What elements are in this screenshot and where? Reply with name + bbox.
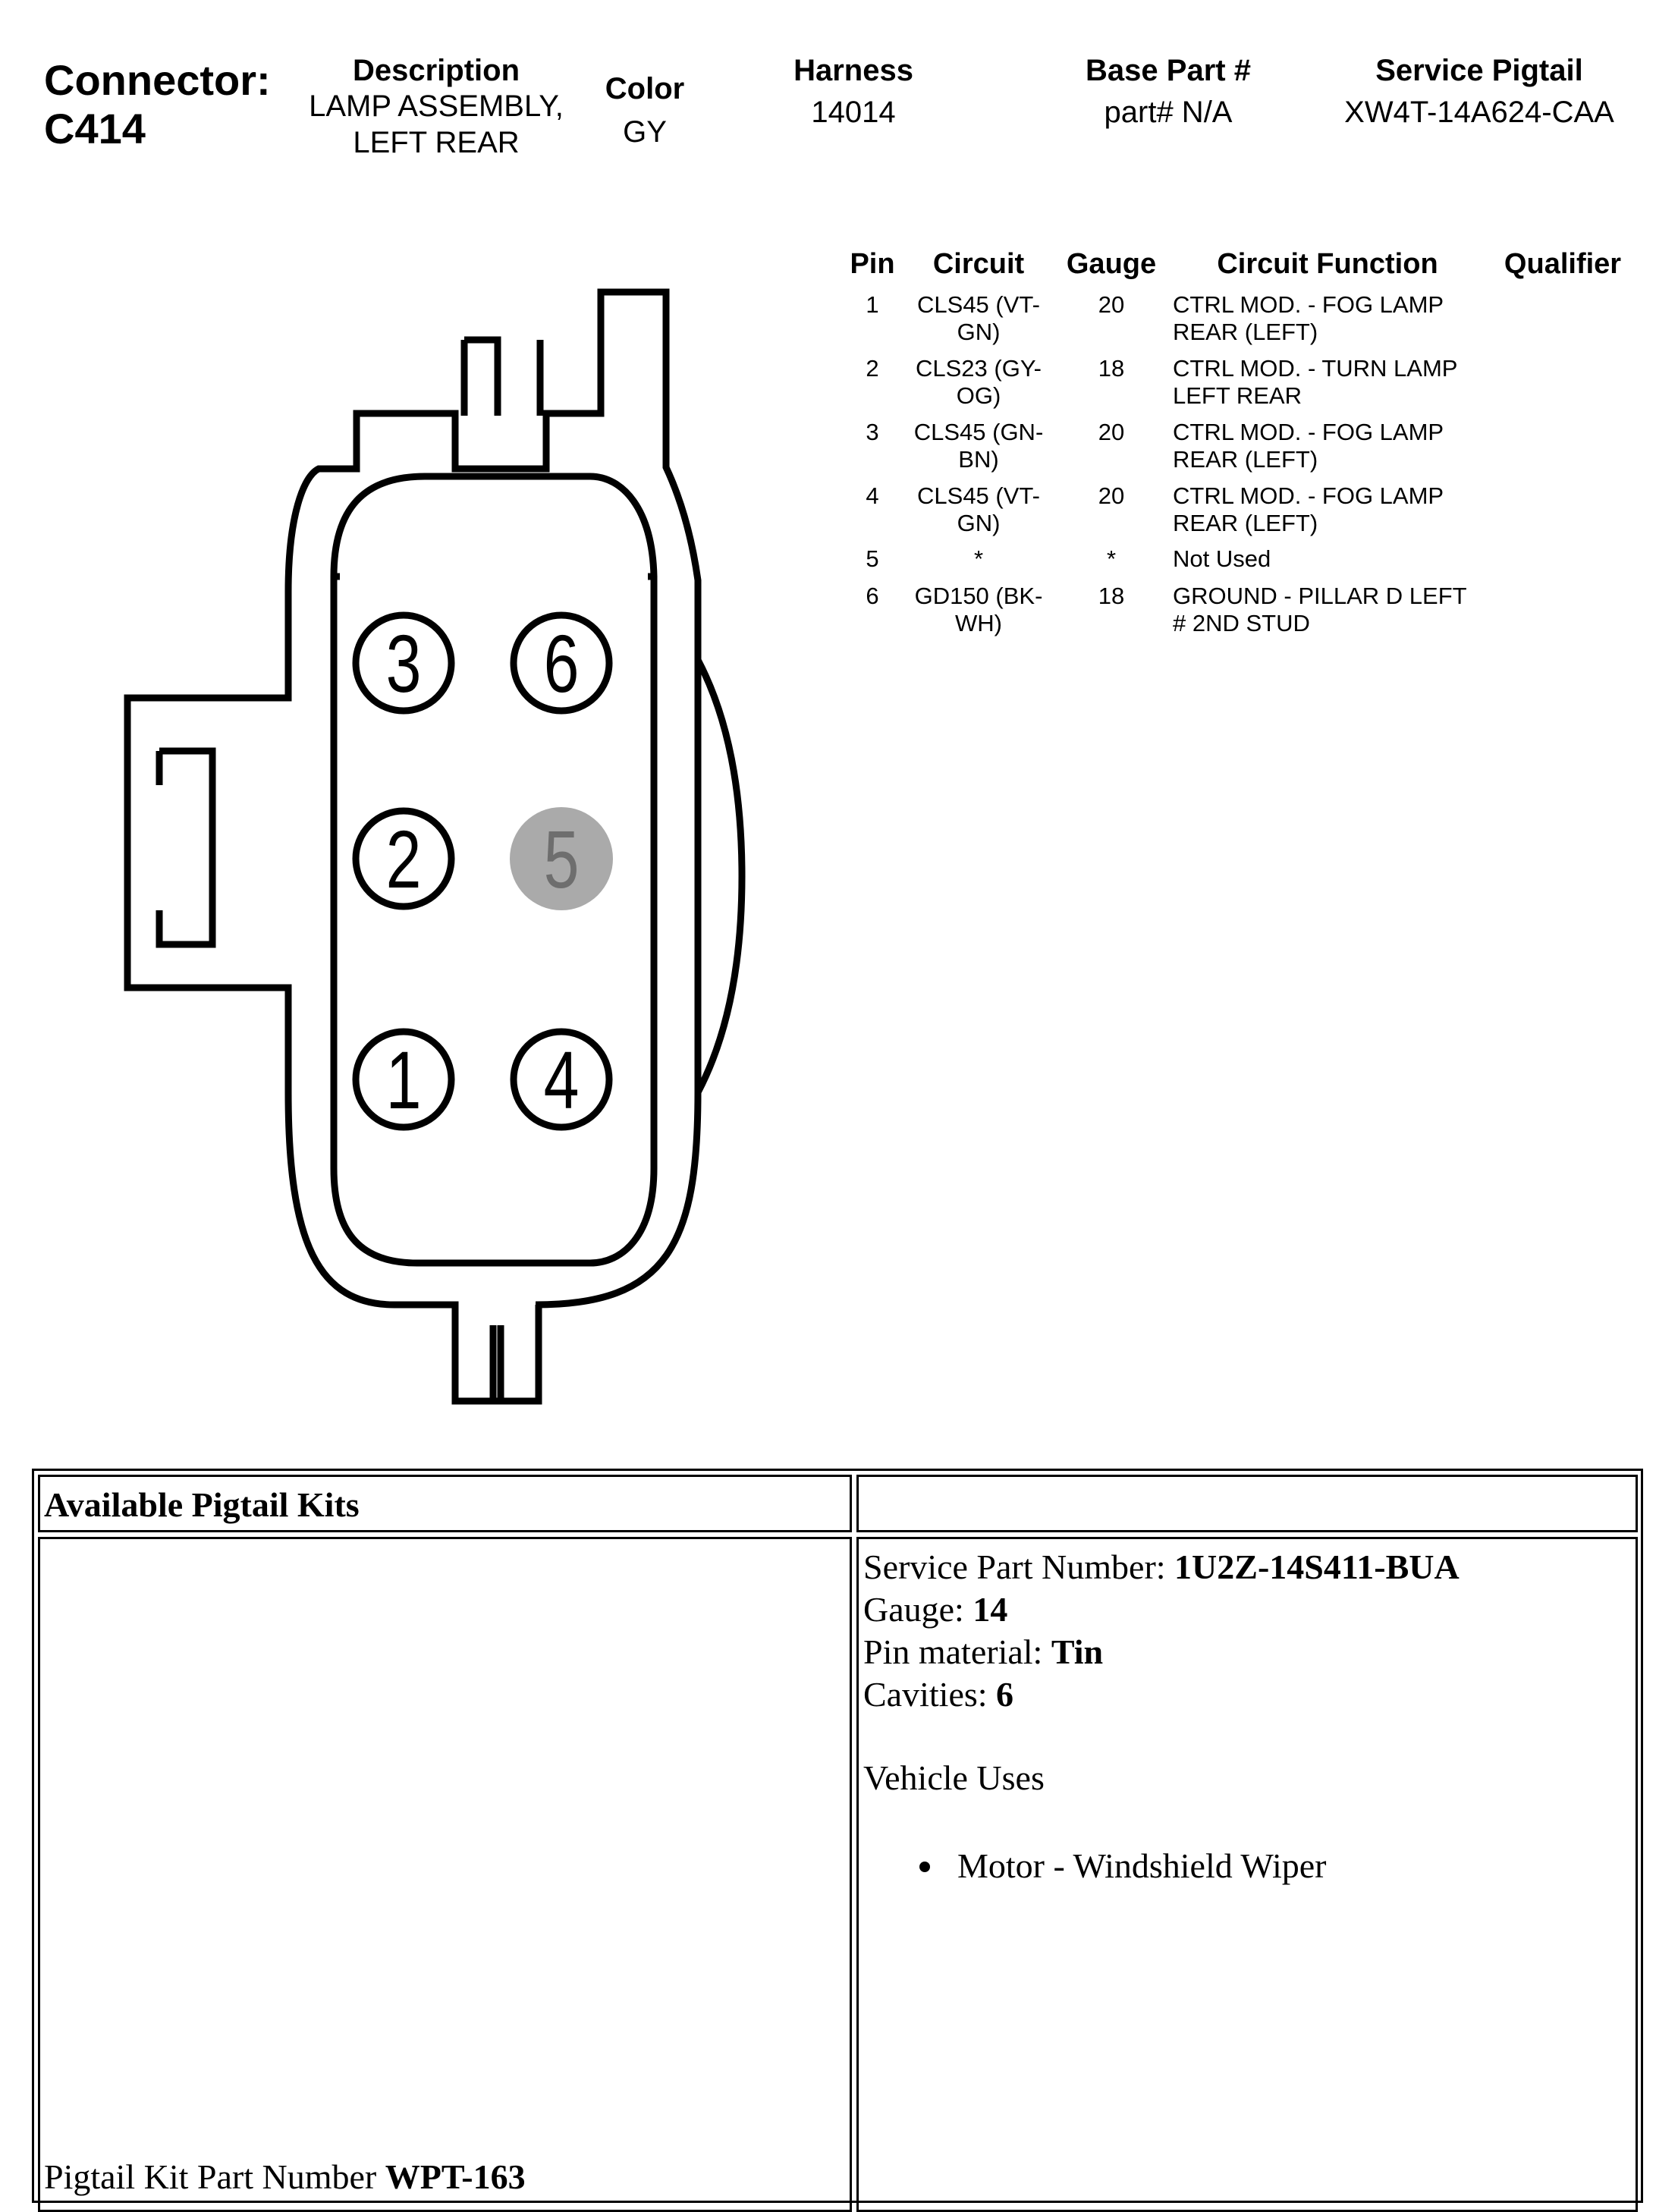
service-part-label: Service Part Number: — [863, 1547, 1175, 1586]
pin-header: Pin — [850, 248, 895, 280]
function-line2: LEFT REAR — [1173, 382, 1302, 409]
pin-number-label: 2 — [385, 812, 422, 906]
circuit-cell — [895, 482, 1062, 537]
pin-5 — [510, 807, 613, 910]
base-part-column — [1047, 53, 1290, 130]
function-line1: GROUND - PILLAR D LEFT — [1173, 583, 1467, 609]
service-pigtail-column — [1305, 53, 1654, 130]
gauge-cell: 18 — [1098, 355, 1125, 382]
pin-number-label: 6 — [543, 617, 580, 710]
connector-id: C414 — [44, 105, 146, 152]
service-part-value: 1U2Z-14S411-BUA — [1174, 1547, 1460, 1586]
function-line1: CTRL MOD. - FOG LAMP — [1173, 482, 1444, 509]
description-line2: LEFT REAR — [353, 126, 520, 159]
pin-3 — [356, 615, 451, 711]
kit-part-label: Pigtail Kit Part Number — [44, 2157, 385, 2196]
function-line2: REAR (LEFT) — [1173, 446, 1318, 473]
function-line1: CTRL MOD. - FOG LAMP — [1173, 291, 1444, 318]
function-cell — [1173, 419, 1491, 473]
vehicle-use-item: Motor - Windshield Wiper — [957, 1846, 1327, 1885]
function-cell — [1173, 583, 1491, 637]
cavities-value: 6 — [996, 1675, 1014, 1714]
function-cell — [1173, 291, 1491, 346]
circuit-header: Circuit — [932, 248, 1025, 280]
connector-label: Connector: — [44, 56, 271, 104]
pin-material-line — [863, 1631, 1103, 1673]
description-line1: LAMP ASSEMBLY, — [309, 90, 564, 123]
service-pigtail-value: XW4T-14A624-CAA — [1344, 96, 1614, 129]
circuit-line2: WH) — [955, 610, 1002, 636]
harness-column — [766, 53, 941, 130]
pin-number-label: 3 — [385, 617, 422, 710]
function-line2: REAR (LEFT) — [1173, 510, 1318, 536]
circuit-line1: CLS45 (GN- — [913, 419, 1044, 445]
pin-cell: 6 — [866, 583, 879, 609]
color-heading: Color — [605, 72, 685, 105]
circuit-cell — [895, 419, 1062, 473]
service-part-number-line — [863, 1546, 1460, 1588]
left-latch — [159, 751, 212, 944]
circuit-line2: GN) — [957, 319, 1001, 345]
gauge-line — [863, 1588, 1007, 1631]
bullet-icon — [919, 1862, 930, 1872]
pin-cell: 1 — [866, 291, 879, 318]
circuit-line2: BN) — [958, 446, 999, 473]
harness-value: 14014 — [811, 96, 896, 129]
vehicle-uses-heading: Vehicle Uses — [863, 1758, 1045, 1797]
gauge-label: Gauge: — [863, 1590, 973, 1629]
circuit-line1: CLS23 (GY- — [916, 355, 1042, 382]
gauge-cell: 18 — [1098, 583, 1125, 609]
pin-cell: 4 — [866, 482, 879, 509]
gauge-value: 14 — [973, 1590, 1008, 1629]
pin-cell: 5 — [866, 545, 879, 572]
circuit-line1: CLS45 (VT- — [917, 482, 1040, 509]
function-cell — [1173, 482, 1491, 537]
pigtail-kits-title: Available Pigtail Kits — [44, 1485, 360, 1524]
circuit-line2: GN) — [957, 510, 1001, 536]
pin-4 — [514, 1032, 609, 1127]
harness-heading: Harness — [793, 54, 913, 87]
circuit-function-header: Circuit Function — [1217, 248, 1438, 280]
pin-cell: 3 — [866, 419, 879, 445]
circuit-cell — [895, 355, 1062, 410]
gauge-cell: 20 — [1098, 291, 1125, 318]
bottom-notch — [493, 1325, 501, 1401]
kit-part-value: WPT-163 — [385, 2157, 526, 2196]
pin-2 — [356, 811, 451, 906]
gauge-header: Gauge — [1066, 248, 1157, 280]
function-cell — [1173, 355, 1491, 410]
circuit-line1: GD150 (BK- — [914, 583, 1043, 609]
gauge-cell: * — [1106, 545, 1117, 572]
cavities-label: Cavities: — [863, 1675, 997, 1714]
circuit-cell — [895, 583, 1062, 637]
pin-number-label: 4 — [543, 1033, 580, 1126]
color-value: GY — [623, 115, 667, 149]
pin-circles — [356, 615, 613, 1127]
gauge-cell: 20 — [1098, 482, 1125, 509]
pin-number-label: 1 — [385, 1033, 422, 1126]
function-line1: CTRL MOD. - FOG LAMP — [1173, 419, 1444, 445]
top-notch-left — [464, 340, 498, 416]
description-heading: Description — [352, 54, 520, 87]
function-line2: REAR (LEFT) — [1173, 319, 1318, 345]
cavities-line — [863, 1673, 1013, 1716]
pigtail-title-spacer-cell — [856, 1475, 1638, 1532]
pin-cell: 2 — [866, 355, 879, 382]
service-pigtail-heading: Service Pigtail — [1375, 54, 1583, 87]
side-bump — [698, 660, 742, 1092]
function-cell: Not Used — [1173, 545, 1271, 572]
function-line2: # 2ND STUD — [1173, 610, 1310, 636]
circuit-cell — [895, 291, 1062, 346]
circuit-cell: * — [973, 545, 984, 572]
gauge-cell: 20 — [1098, 419, 1125, 445]
pigtail-kit-cell — [38, 1537, 852, 2212]
pin-material-value: Tin — [1051, 1632, 1104, 1671]
connector-face-drawing — [0, 0, 759, 1426]
pin-1 — [356, 1032, 451, 1127]
base-part-value: part# N/A — [1104, 96, 1233, 129]
function-line1: CTRL MOD. - TURN LAMP — [1173, 355, 1458, 382]
pigtail-kit-part-number — [44, 2156, 526, 2198]
base-part-heading: Base Part # — [1086, 54, 1251, 87]
pin-6 — [514, 615, 609, 711]
circuit-line1: CLS45 (VT- — [917, 291, 1040, 318]
pin-material-label: Pin material: — [863, 1632, 1051, 1671]
qualifier-header: Qualifier — [1504, 248, 1622, 280]
circuit-line2: OG) — [956, 382, 1001, 409]
pin-number-label: 5 — [543, 812, 580, 906]
